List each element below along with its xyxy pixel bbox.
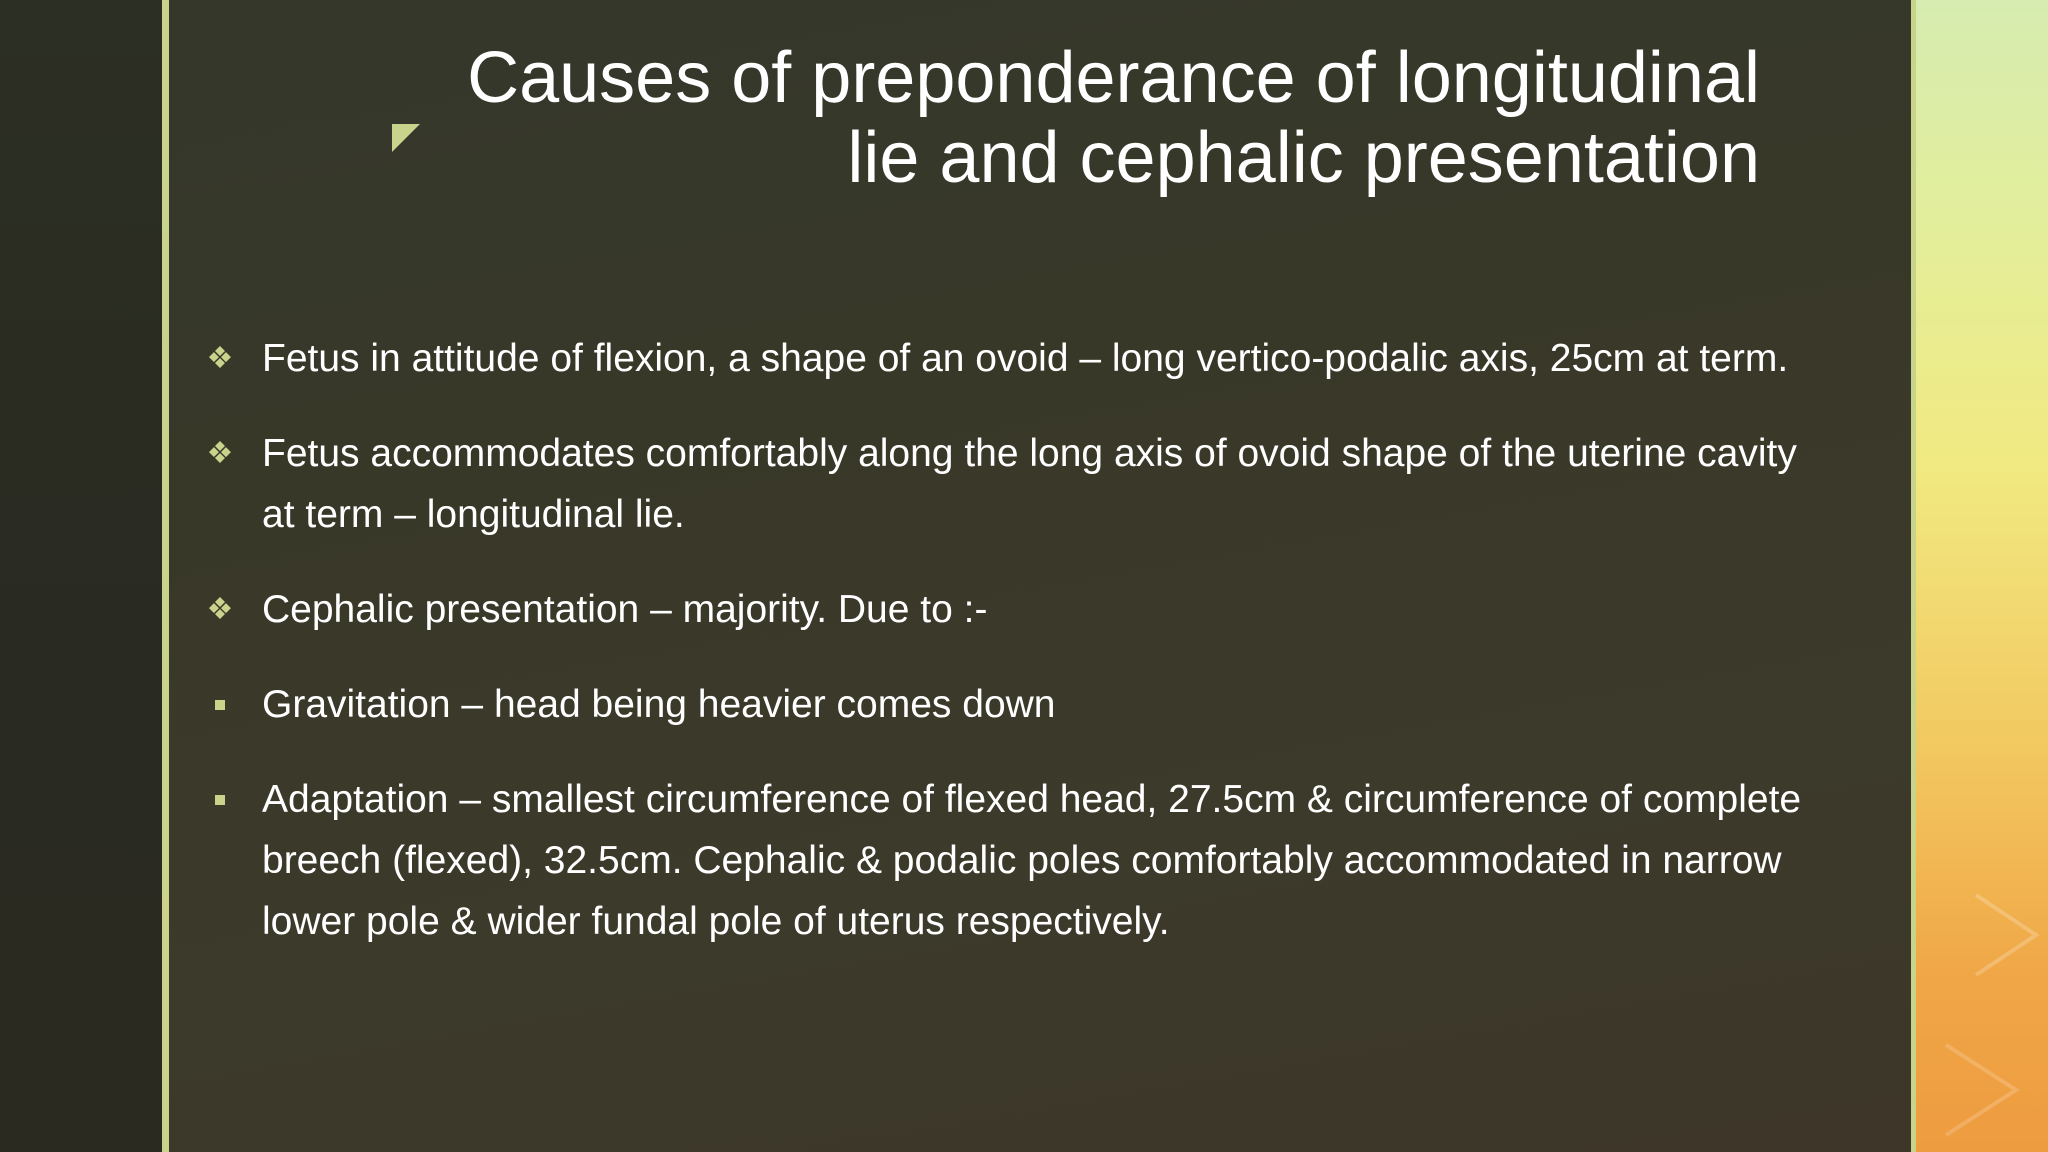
four-diamond-icon: ❖	[206, 593, 234, 626]
title-line-1: Causes of preponderance of longitudinal	[467, 38, 1760, 118]
bullet-text: Fetus accommodates comfortably along the long axis of ovoid shape of the uterine cavity at term – longitudinal lie.	[262, 432, 1797, 536]
decorative-chevrons	[1916, 0, 2048, 1152]
square-bullet-icon	[200, 674, 240, 735]
bullet-item	[200, 328, 1840, 389]
bullet-item	[200, 579, 1840, 640]
left-accent-rule	[162, 0, 169, 1152]
left-dark-band	[0, 0, 162, 1152]
bullet-item	[200, 769, 1840, 952]
bullet-item	[200, 674, 1840, 735]
bullet-list	[200, 328, 1840, 986]
bullet-text: Fetus in attitude of flexion, a shape of an ovoid – long vertico-podalic axis, 25cm at term.	[262, 337, 1789, 380]
slide-title	[380, 38, 1760, 198]
right-gradient-band	[1916, 0, 2048, 1152]
bullet-text: Adaptation – smallest circumference of flexed head, 27.5cm & circumference of complete breech (flexed), 32.5cm. Cephalic & podalic poles comfortably accommodated in narrow lower pole & wider fundal pole of uterus respectively.	[262, 778, 1802, 943]
square-bullet-icon	[200, 769, 240, 830]
bullet-item	[200, 423, 1840, 545]
four-diamond-icon: ❖	[206, 437, 234, 470]
four-diamond-icon: ❖	[206, 342, 234, 375]
bullet-text: Gravitation – head being heavier comes down	[262, 683, 1056, 726]
title-line-2: lie and cephalic presentation	[847, 118, 1760, 198]
bullet-text: Cephalic presentation – majority. Due to :-	[262, 588, 988, 631]
